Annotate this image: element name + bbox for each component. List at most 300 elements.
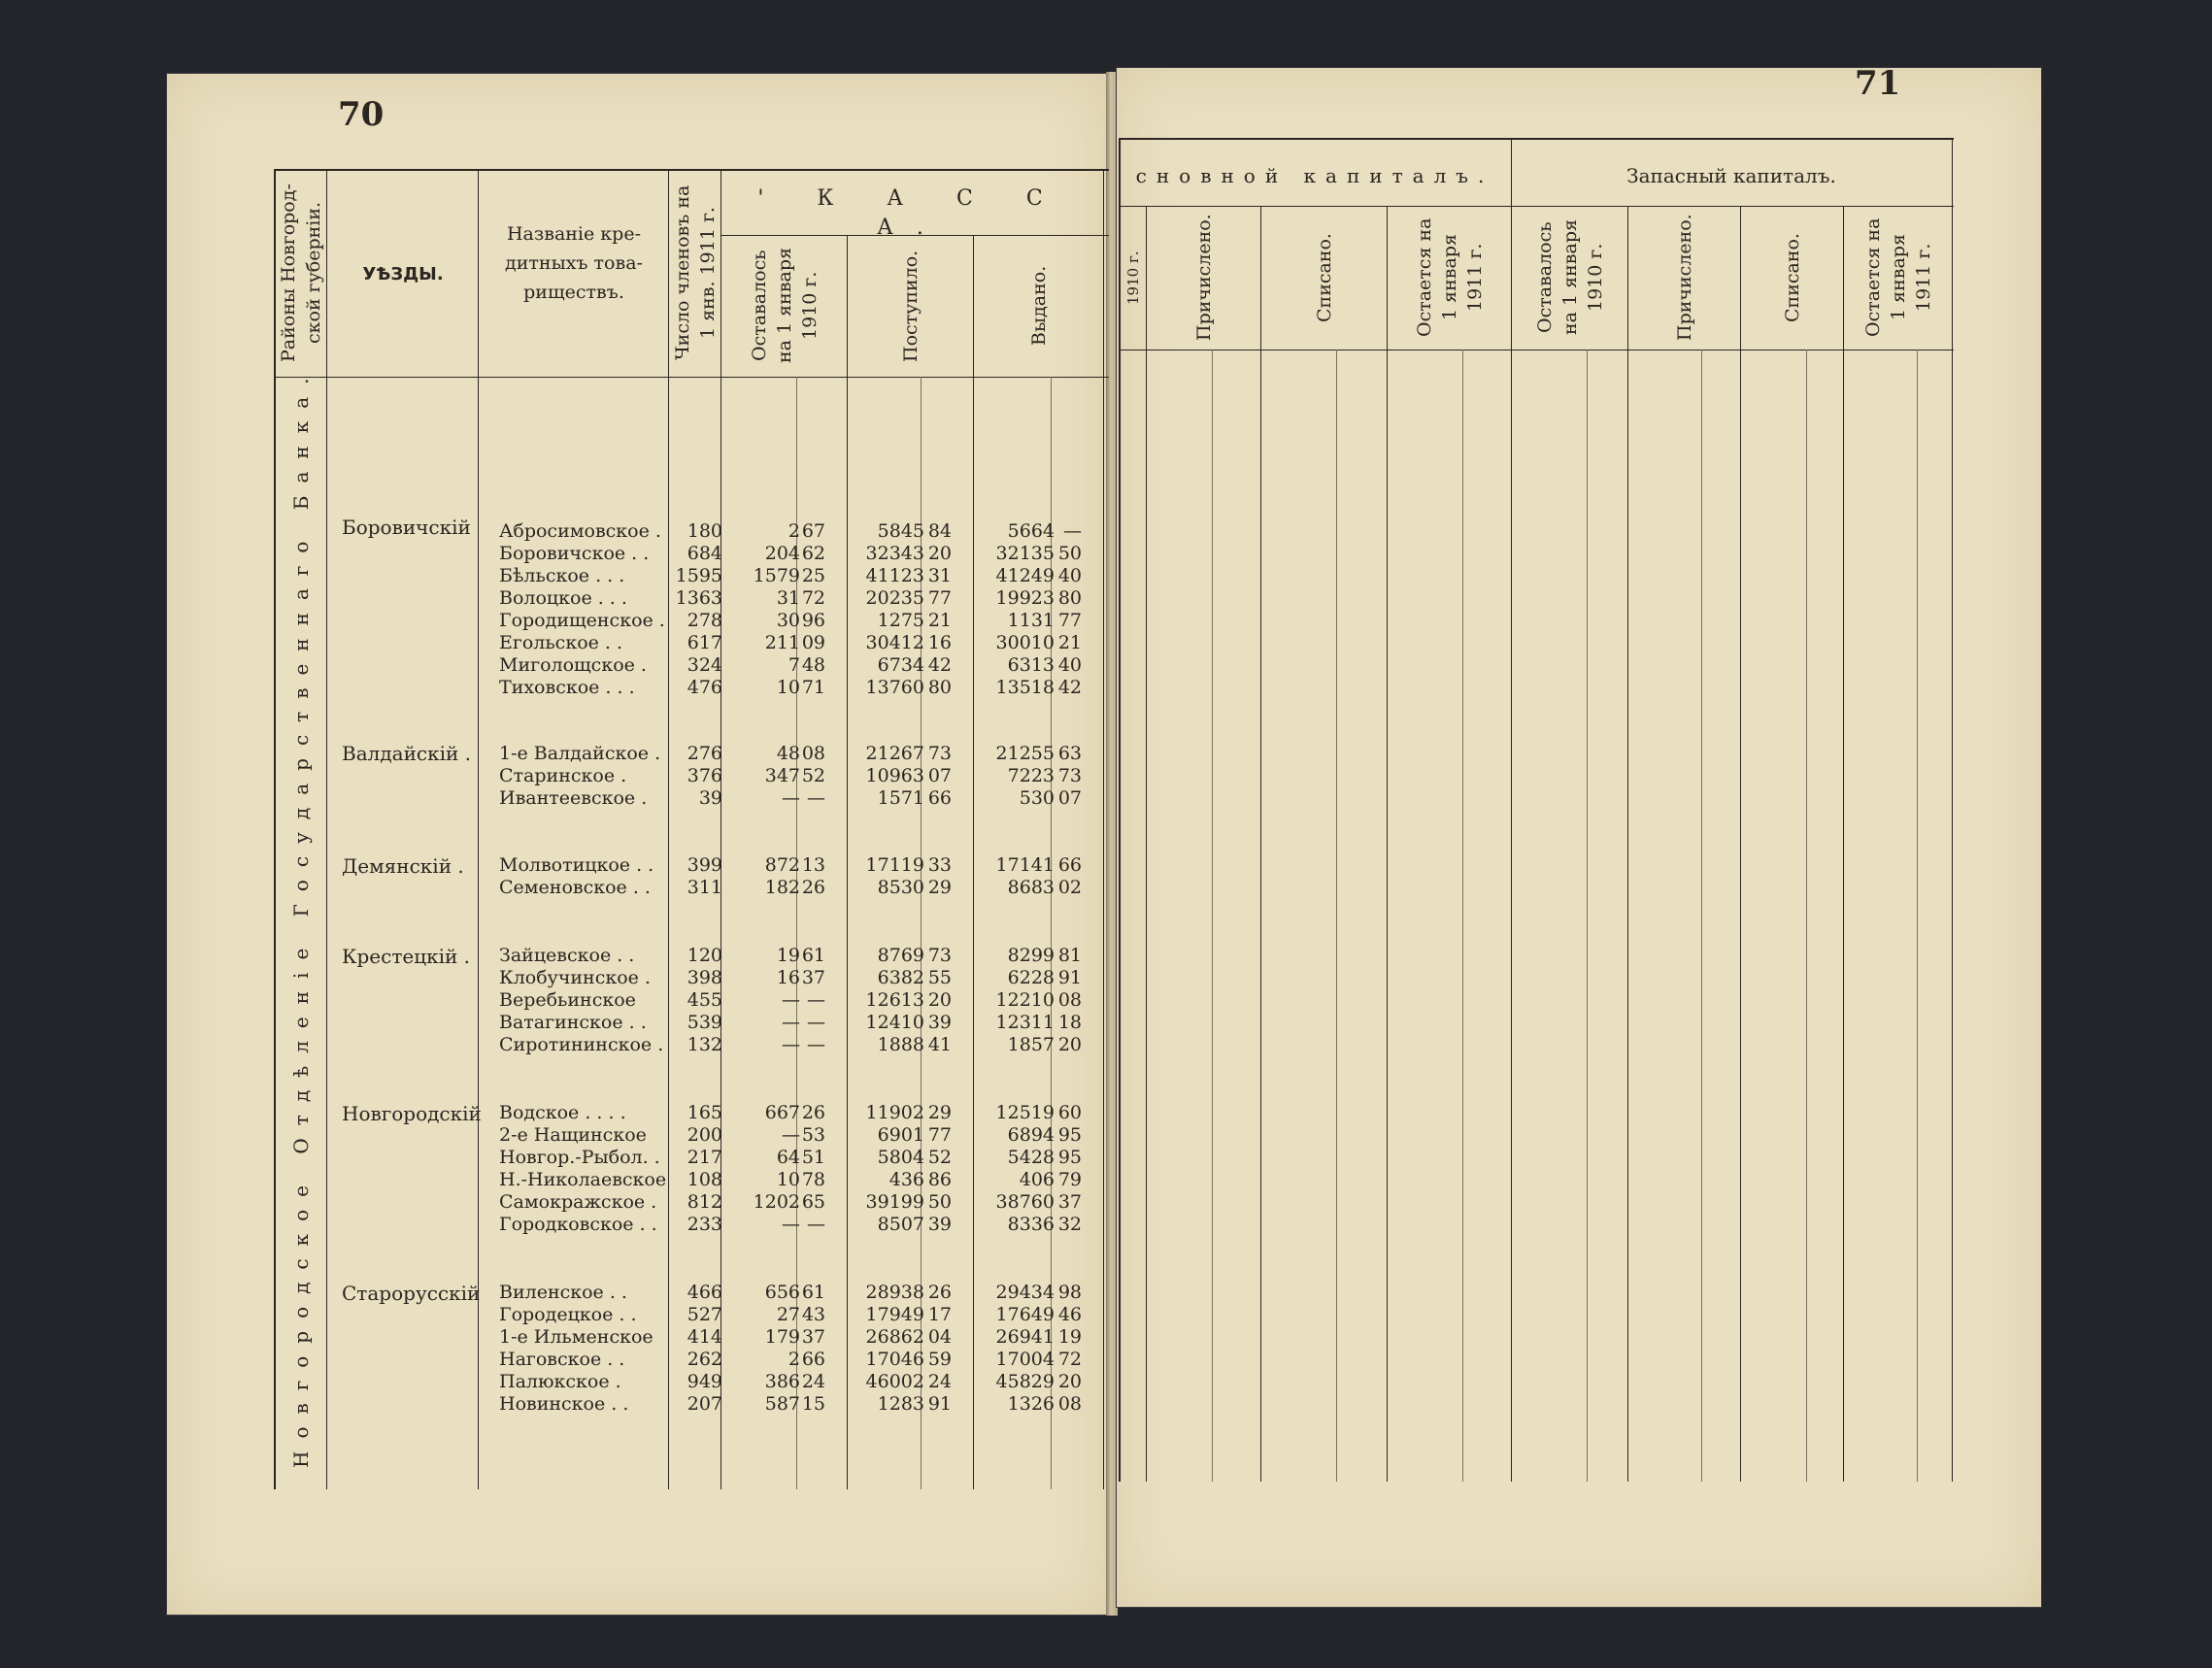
- cell-members: 466: [687, 1282, 722, 1303]
- cell-members: 233: [687, 1214, 722, 1235]
- header-members: Число членовъ на 1 янв. 1911 г.: [672, 184, 719, 361]
- table-row: [0, 1214, 2212, 1236]
- cell-post-r: 17949: [865, 1304, 924, 1325]
- cell-name: Ивантеевское .: [499, 787, 648, 809]
- table-row: [0, 877, 2212, 899]
- cell-vyd-k: 19: [1057, 1326, 1082, 1348]
- cell-post-r: 1275: [877, 610, 924, 631]
- cell-post-r: 6382: [877, 967, 924, 988]
- cell-ost-k: 51: [801, 1147, 825, 1168]
- cell-ost-k: 71: [801, 677, 825, 698]
- cell-name: Миголощское .: [499, 654, 647, 676]
- cell-post-k: 33: [927, 854, 952, 876]
- table-row: [0, 765, 2212, 787]
- cell-post-r: 20235: [865, 587, 924, 609]
- cell-vyd-k: 20: [1057, 1034, 1082, 1055]
- header-kassa-vydano: Выдано.: [1028, 265, 1050, 347]
- cell-ost-k: —: [807, 1214, 825, 1235]
- header-fragment-1910: 1910 г.: [1124, 250, 1142, 305]
- header-zap-prichisleno: Причислено.: [1674, 214, 1695, 342]
- page-number-right: 71: [1855, 64, 1901, 103]
- cell-ost-r: 656: [764, 1282, 800, 1303]
- cell-post-r: 46002: [865, 1371, 924, 1392]
- cell-vyd-r: 1326: [1007, 1393, 1055, 1415]
- cell-ost-k: 65: [801, 1191, 825, 1213]
- cell-post-r: 5804: [877, 1147, 924, 1168]
- cell-members: 684: [687, 543, 722, 564]
- cell-name: Палюкское .: [499, 1371, 621, 1392]
- cell-ost-r: 211: [764, 632, 800, 653]
- cell-vyd-r: 30010: [995, 632, 1055, 653]
- cell-ost-r: 667: [764, 1102, 800, 1123]
- cell-ost-r: —: [782, 1034, 800, 1055]
- cell-vyd-r: 12519: [995, 1102, 1055, 1123]
- cell-vyd-k: 72: [1057, 1349, 1082, 1370]
- cell-name: Зайцевское . .: [499, 945, 635, 966]
- cell-vyd-k: 60: [1057, 1102, 1082, 1123]
- cell-ost-r: 30: [776, 610, 800, 631]
- cell-name: Городищенское .: [499, 610, 665, 631]
- cell-vyd-r: 530: [1019, 787, 1055, 809]
- cell-post-r: 17046: [865, 1349, 924, 1370]
- cell-post-r: 17119: [865, 854, 924, 876]
- cell-post-k: 50: [927, 1191, 952, 1213]
- cell-name: 1-е Ильменское: [499, 1326, 654, 1348]
- cell-name: Боровичское . .: [499, 543, 650, 564]
- cell-vyd-r: 45829: [995, 1371, 1055, 1392]
- uezd-staraya-russa: Старорусскій: [342, 1282, 481, 1305]
- cell-ost-k: 08: [801, 743, 825, 764]
- table-row: [0, 1102, 2212, 1124]
- cell-members: 276: [687, 743, 722, 764]
- cell-members: 527: [687, 1304, 722, 1325]
- cell-members: 120: [687, 945, 722, 966]
- cell-ost-r: 7: [788, 654, 800, 676]
- cell-ost-k: 43: [801, 1304, 825, 1325]
- cell-post-k: 31: [927, 565, 952, 586]
- table-row: [0, 587, 2212, 610]
- cell-post-r: 41123: [865, 565, 924, 586]
- cell-name: Абросимовское .: [499, 520, 661, 542]
- cell-post-k: 16: [927, 632, 952, 653]
- cell-vyd-r: 17649: [995, 1304, 1055, 1325]
- cell-post-k: 26: [927, 1282, 952, 1303]
- cell-post-r: 5845: [877, 520, 924, 542]
- cell-ost-r: 1202: [753, 1191, 800, 1213]
- cell-vyd-r: 21255: [995, 743, 1055, 764]
- cell-ost-r: 587: [764, 1393, 800, 1415]
- cell-post-r: 21267: [865, 743, 924, 764]
- cell-members: 165: [687, 1102, 722, 1123]
- cell-members: 200: [687, 1124, 722, 1146]
- header-zapasny-capital: Запасный капиталъ.: [1626, 164, 1836, 187]
- cell-vyd-k: 18: [1057, 1012, 1082, 1033]
- cell-vyd-k: 46: [1057, 1304, 1082, 1325]
- cell-members: 455: [687, 989, 722, 1011]
- cell-post-r: 1283: [877, 1393, 924, 1415]
- cell-post-k: 39: [927, 1214, 952, 1235]
- cell-name: Егольское . .: [499, 632, 623, 653]
- cell-post-k: 84: [927, 520, 952, 542]
- cell-name: 1-е Валдайское .: [499, 743, 661, 764]
- cell-vyd-k: 08: [1057, 1393, 1082, 1415]
- uezd-novgorod: Новгородскій: [342, 1102, 482, 1125]
- header-society-names: Названіе кре- дитныхъ това- риществъ.: [505, 223, 643, 303]
- cell-members: 539: [687, 1012, 722, 1033]
- uezd-valday: Валдайскій .: [342, 742, 472, 765]
- table-row: [0, 677, 2212, 699]
- cell-vyd-r: 29434: [995, 1282, 1055, 1303]
- cell-vyd-k: 80: [1057, 587, 1082, 609]
- table-row: [0, 1371, 2212, 1393]
- cell-vyd-r: 26941: [995, 1326, 1055, 1348]
- cell-name: Водское . . . .: [499, 1102, 626, 1123]
- table-row: [0, 743, 2212, 765]
- cell-vyd-k: 50: [1057, 543, 1082, 564]
- cell-vyd-k: 95: [1057, 1124, 1082, 1146]
- header-osn-ostaetsya: Остается на 1 января 1911 г.: [1414, 217, 1486, 338]
- cell-vyd-k: 21: [1057, 632, 1082, 653]
- cell-ost-r: 204: [764, 543, 800, 564]
- cell-post-r: 28938: [865, 1282, 924, 1303]
- cell-post-r: 6734: [877, 654, 924, 676]
- cell-vyd-k: 66: [1057, 854, 1082, 876]
- table-row: [0, 543, 2212, 565]
- cell-members: 324: [687, 654, 722, 676]
- cell-members: 414: [687, 1326, 722, 1348]
- cell-name: Бѣльское . . .: [499, 565, 625, 586]
- cell-members: 1595: [675, 565, 722, 586]
- cell-vyd-r: 12311: [995, 1012, 1055, 1033]
- cell-post-k: 55: [927, 967, 952, 988]
- cell-ost-k: 96: [801, 610, 825, 631]
- cell-ost-r: 10: [776, 1169, 800, 1190]
- cell-post-r: 39199: [865, 1191, 924, 1213]
- cell-vyd-k: —: [1063, 520, 1082, 542]
- cell-post-r: 32343: [865, 543, 924, 564]
- header-uezd: УѢЗДЫ.: [362, 264, 444, 284]
- cell-ost-r: 27: [776, 1304, 800, 1325]
- cell-vyd-r: 8299: [1007, 945, 1055, 966]
- cell-vyd-k: 20: [1057, 1371, 1082, 1392]
- capital-sub-rule: [1119, 206, 1954, 207]
- table-row: [0, 787, 2212, 810]
- cell-ost-k: 24: [801, 1371, 825, 1392]
- cell-ost-k: 37: [801, 967, 825, 988]
- cell-post-k: 20: [927, 989, 952, 1011]
- cell-name: Тиховское . . .: [499, 677, 635, 698]
- cell-ost-k: —: [807, 787, 825, 809]
- cell-members: 217: [687, 1147, 722, 1168]
- cell-vyd-k: 95: [1057, 1147, 1082, 1168]
- cell-ost-k: 61: [801, 945, 825, 966]
- cell-ost-k: 52: [801, 765, 825, 786]
- cell-ost-r: 179: [764, 1326, 800, 1348]
- cell-vyd-r: 6894: [1007, 1124, 1055, 1146]
- cell-post-k: 73: [927, 945, 952, 966]
- cell-vyd-r: 13518: [995, 677, 1055, 698]
- header-kassa-postupilo: Поступило.: [900, 250, 922, 362]
- cell-ost-k: 66: [801, 1349, 825, 1370]
- table-row: [0, 1393, 2212, 1416]
- cell-ost-r: 64: [776, 1147, 800, 1168]
- cell-post-k: 77: [927, 587, 952, 609]
- cell-members: 476: [687, 677, 722, 698]
- cell-vyd-r: 8336: [1007, 1214, 1055, 1235]
- uezd-kresttsy: Крестецкій .: [342, 945, 471, 968]
- cell-post-k: 41: [927, 1034, 952, 1055]
- cell-vyd-k: 42: [1057, 677, 1082, 698]
- cell-vyd-r: 406: [1019, 1169, 1055, 1190]
- cell-ost-r: 31: [776, 587, 800, 609]
- cell-vyd-k: 77: [1057, 610, 1082, 631]
- cell-ost-r: —: [782, 1012, 800, 1033]
- cell-members: 311: [687, 877, 722, 898]
- cell-post-k: 29: [927, 877, 952, 898]
- uezd-demyansk: Демянскій .: [342, 854, 464, 878]
- table-row: [0, 610, 2212, 632]
- cell-post-k: 59: [927, 1349, 952, 1370]
- cell-vyd-r: 17141: [995, 854, 1055, 876]
- cell-ost-r: 10: [776, 677, 800, 698]
- cell-name: Самокражское .: [499, 1191, 657, 1213]
- cell-members: 812: [687, 1191, 722, 1213]
- cell-name: Семеновское . .: [499, 877, 651, 898]
- cell-vyd-r: 41249: [995, 565, 1055, 586]
- left-header-bottom-rule: [274, 377, 1109, 378]
- table-row: [0, 1326, 2212, 1349]
- cell-post-k: 77: [927, 1124, 952, 1146]
- header-osn-spisano: Списано.: [1314, 233, 1335, 322]
- cell-members: 132: [687, 1034, 722, 1055]
- table-row: [0, 1169, 2212, 1191]
- header-regions: Районы Новгород- ской губерніи.: [278, 183, 324, 362]
- cell-name: Ватагинское . .: [499, 1012, 647, 1033]
- cell-ost-k: 48: [801, 654, 825, 676]
- cell-vyd-r: 5428: [1007, 1147, 1055, 1168]
- cell-vyd-r: 6228: [1007, 967, 1055, 988]
- cell-vyd-k: 32: [1057, 1214, 1082, 1235]
- cell-vyd-k: 63: [1057, 743, 1082, 764]
- cell-members: 949: [687, 1371, 722, 1392]
- cell-post-k: 17: [927, 1304, 952, 1325]
- cell-vyd-r: 12210: [995, 989, 1055, 1011]
- cell-vyd-k: 37: [1057, 1191, 1082, 1213]
- cell-name: Волоцкое . . .: [499, 587, 627, 609]
- cell-post-r: 436: [888, 1169, 924, 1190]
- cell-post-k: 21: [927, 610, 952, 631]
- cell-post-r: 8507: [877, 1214, 924, 1235]
- table-row: [0, 854, 2212, 877]
- cell-members: 180: [687, 520, 722, 542]
- cell-members: 398: [687, 967, 722, 988]
- cell-vyd-k: 40: [1057, 654, 1082, 676]
- cell-post-r: 13760: [865, 677, 924, 698]
- cell-post-r: 26862: [865, 1326, 924, 1348]
- cell-members: 278: [687, 610, 722, 631]
- cell-ost-k: —: [807, 1034, 825, 1055]
- cell-ost-r: 347: [764, 765, 800, 786]
- cell-ost-k: 15: [801, 1393, 825, 1415]
- cell-ost-r: —: [782, 1214, 800, 1235]
- cell-vyd-r: 32135: [995, 543, 1055, 564]
- cell-ost-r: 16: [776, 967, 800, 988]
- header-osn-prichisleno: Причислено.: [1193, 214, 1215, 342]
- cell-vyd-k: 73: [1057, 765, 1082, 786]
- cell-ost-k: 13: [801, 854, 825, 876]
- cell-vyd-r: 6313: [1007, 654, 1055, 676]
- cell-ost-r: 1579: [753, 565, 800, 586]
- header-zap-ostavalos: Оставалось на 1 января 1910 г.: [1534, 219, 1606, 336]
- cell-ost-k: 61: [801, 1282, 825, 1303]
- cell-ost-k: 53: [801, 1124, 825, 1146]
- cell-post-r: 12613: [865, 989, 924, 1011]
- cell-ost-k: 72: [801, 587, 825, 609]
- cell-ost-k: 26: [801, 877, 825, 898]
- uezd-borovichi: Боровичскій: [342, 516, 471, 539]
- cell-members: 399: [687, 854, 722, 876]
- cell-vyd-r: 1857: [1007, 1034, 1055, 1055]
- cell-post-r: 10963: [865, 765, 924, 786]
- cell-ost-r: 19: [776, 945, 800, 966]
- cell-post-k: 73: [927, 743, 952, 764]
- cell-name: Сиротининское .: [499, 1034, 664, 1055]
- cell-members: 1363: [675, 587, 722, 609]
- cell-post-r: 8530: [877, 877, 924, 898]
- cell-name: Новинское . .: [499, 1393, 629, 1415]
- cell-members: 108: [687, 1169, 722, 1190]
- table-row: [0, 1349, 2212, 1371]
- cell-ost-k: —: [807, 1012, 825, 1033]
- cell-ost-k: 09: [801, 632, 825, 653]
- cell-members: 376: [687, 765, 722, 786]
- cell-post-r: 12410: [865, 1012, 924, 1033]
- cell-post-r: 8769: [877, 945, 924, 966]
- cell-name: Городковское . .: [499, 1214, 657, 1235]
- cell-vyd-r: 17004: [995, 1349, 1055, 1370]
- cell-ost-r: 182: [764, 877, 800, 898]
- cell-ost-r: 2: [788, 520, 800, 542]
- cell-post-k: 29: [927, 1102, 952, 1123]
- cell-post-k: 39: [927, 1012, 952, 1033]
- cell-post-r: 1888: [877, 1034, 924, 1055]
- table-row: [0, 1034, 2212, 1056]
- cell-ost-r: 48: [776, 743, 800, 764]
- header-zap-ostaetsya: Остается на 1 января 1911 г.: [1862, 217, 1934, 338]
- page-number-left: 70: [338, 95, 385, 134]
- table-row: [0, 1282, 2212, 1304]
- cell-post-r: 11902: [865, 1102, 924, 1123]
- cell-vyd-r: 19923: [995, 587, 1055, 609]
- cell-vyd-k: 98: [1057, 1282, 1082, 1303]
- cell-vyd-r: 38760: [995, 1191, 1055, 1213]
- cell-ost-k: 67: [801, 520, 825, 542]
- cell-post-k: 86: [927, 1169, 952, 1190]
- cell-ost-r: —: [782, 787, 800, 809]
- cell-vyd-k: 40: [1057, 565, 1082, 586]
- table-row: [0, 1191, 2212, 1214]
- table-row: [0, 1124, 2212, 1147]
- cell-ost-k: 78: [801, 1169, 825, 1190]
- cell-members: 262: [687, 1349, 722, 1370]
- cell-vyd-k: 02: [1057, 877, 1082, 898]
- cell-ost-r: —: [782, 1124, 800, 1146]
- cell-ost-k: 37: [801, 1326, 825, 1348]
- cell-post-k: 66: [927, 787, 952, 809]
- cell-post-k: 20: [927, 543, 952, 564]
- cell-vyd-r: 1131: [1007, 610, 1055, 631]
- cell-name: Молвотицкое . .: [499, 854, 654, 876]
- cell-name: Виленское . .: [499, 1282, 627, 1303]
- cell-ost-r: 872: [764, 854, 800, 876]
- table-row: [0, 945, 2212, 967]
- cell-name: 2-е Нащинское: [499, 1124, 647, 1146]
- cell-post-k: 04: [927, 1326, 952, 1348]
- cell-post-k: 80: [927, 677, 952, 698]
- cell-name: Городецкое . .: [499, 1304, 637, 1325]
- cell-vyd-r: 7223: [1007, 765, 1055, 786]
- cell-post-k: 52: [927, 1147, 952, 1168]
- cell-vyd-k: 07: [1057, 787, 1082, 809]
- cell-ost-r: —: [782, 989, 800, 1011]
- cell-vyd-r: 8683: [1007, 877, 1055, 898]
- cell-name: Клобучинское .: [499, 967, 651, 988]
- table-row: [0, 1147, 2212, 1169]
- cell-name: Старинское .: [499, 765, 627, 786]
- cell-post-r: 1571: [877, 787, 924, 809]
- cell-vyd-k: 91: [1057, 967, 1082, 988]
- region-label: Новгородское Отдѣленіе Государственнаго Банка.: [289, 365, 313, 1468]
- table-row: [0, 632, 2212, 654]
- table-row: [0, 520, 2212, 543]
- table-row: [0, 654, 2212, 677]
- cell-ost-k: 26: [801, 1102, 825, 1123]
- table-row: [0, 989, 2212, 1012]
- cell-vyd-r: 5664: [1007, 520, 1055, 542]
- cell-ost-k: —: [807, 989, 825, 1011]
- cell-members: 207: [687, 1393, 722, 1415]
- cell-vyd-k: 81: [1057, 945, 1082, 966]
- cell-name: Наговское . .: [499, 1349, 625, 1370]
- header-kassa-ostavalos: Оставалось на 1 января 1910 г.: [749, 248, 821, 364]
- cell-members: 617: [687, 632, 722, 653]
- cell-ost-k: 62: [801, 543, 825, 564]
- cell-ost-k: 25: [801, 565, 825, 586]
- header-zap-spisano: Списано.: [1782, 233, 1803, 322]
- cell-ost-r: 2: [788, 1349, 800, 1370]
- cell-post-k: 07: [927, 765, 952, 786]
- cell-post-r: 30412: [865, 632, 924, 653]
- cell-name: Новгор.-Рыбол. .: [499, 1147, 660, 1168]
- table-row: [0, 1012, 2212, 1034]
- table-row: [0, 967, 2212, 989]
- cell-vyd-k: 79: [1057, 1169, 1082, 1190]
- right-table-top-rule: [1119, 138, 1954, 140]
- header-kassa: ' К А С С А.: [757, 186, 1066, 240]
- table-row: [0, 1304, 2212, 1326]
- cell-post-k: 42: [927, 654, 952, 676]
- cell-post-r: 6901: [877, 1124, 924, 1146]
- cell-post-k: 91: [927, 1393, 952, 1415]
- cell-ost-r: 386: [764, 1371, 800, 1392]
- cell-post-k: 24: [927, 1371, 952, 1392]
- cell-name: Н.-Николаевское: [499, 1169, 667, 1190]
- header-osnovnoy-capital: сновной капиталъ.: [1135, 164, 1494, 187]
- cell-members: 39: [698, 787, 722, 809]
- cell-name: Веребьинское: [499, 989, 636, 1011]
- cell-vyd-k: 08: [1057, 989, 1082, 1011]
- table-row: [0, 565, 2212, 587]
